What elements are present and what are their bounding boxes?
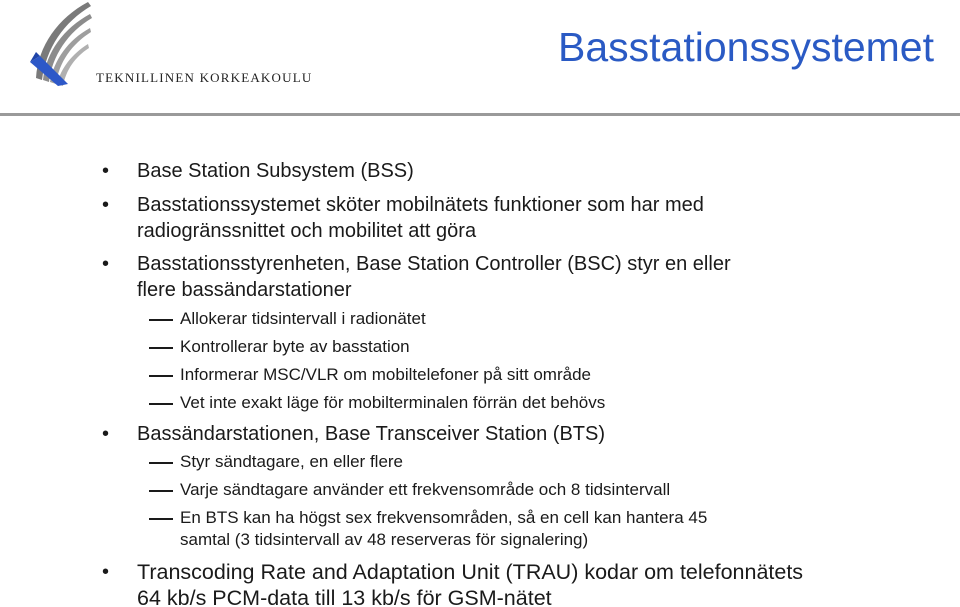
university-logo-icon	[28, 0, 100, 88]
dash-icon	[149, 490, 173, 492]
bullet-text-line: Transcoding Rate and Adaptation Unit (TRAU) kodar om telefonnätets	[137, 560, 804, 584]
bullet-text-line: Basstationsstyrenheten, Base Station Controller (BSC) styr en eller	[137, 253, 731, 275]
sub-bullet-text: Varje sändtagare använder ett frekvensområde och 8 tidsintervall	[180, 480, 671, 499]
sub-bullet-item	[180, 392, 605, 414]
bullet-item	[102, 158, 414, 184]
organization-name: TEKNILLINEN KORKEAKOULU	[96, 70, 313, 85]
bullet-dot-icon: •	[102, 253, 110, 275]
sub-bullet-text: Allokerar tidsintervall i radionätet	[180, 309, 426, 328]
bullet-dot-icon: •	[102, 194, 110, 216]
sub-bullet-item	[180, 479, 670, 501]
sub-bullet-text: Styr sändtagare, en eller flere	[180, 452, 404, 471]
bullet-text-line: Basstationssystemet sköter mobilnätets funktioner som har med	[137, 194, 704, 216]
sub-bullet-item	[180, 308, 426, 330]
sub-bullet-item	[180, 364, 591, 386]
dash-icon	[149, 375, 173, 377]
bullet-text-line: radiogränssnittet och mobilitet att göra	[137, 220, 477, 242]
sub-bullet-text: Kontrollerar byte av basstation	[180, 337, 410, 356]
bullet-text-line: Bassändarstationen, Base Transceiver Station (BTS)	[137, 423, 606, 445]
sub-bullet-item	[180, 507, 707, 551]
dash-icon	[149, 347, 173, 349]
sub-bullet-item	[180, 336, 410, 358]
dash-icon	[149, 462, 173, 464]
bullet-dot-icon: •	[102, 561, 110, 583]
sub-bullet-text: samtal (3 tidsintervall av 48 reserveras för signalering)	[180, 530, 589, 549]
bullet-dot-icon: •	[102, 160, 110, 182]
bullet-item	[102, 559, 804, 607]
dash-icon	[149, 403, 173, 405]
sub-bullet-text: Informerar MSC/VLR om mobiltelefoner på sitt område	[180, 365, 591, 384]
sub-bullet-text: En BTS kan ha högst sex frekvensområden, så en cell kan hantera 45	[180, 508, 708, 527]
bullet-text-line: Base Station Subsystem (BSS)	[137, 160, 414, 182]
sub-bullet-item	[180, 451, 403, 473]
slide-title: Basstationssystemet	[558, 24, 934, 70]
bullet-text-line: 64 kb/s PCM-data till 13 kb/s för GSM-nätet	[137, 586, 552, 607]
bullet-dot-icon: •	[102, 423, 110, 445]
bullet-item	[102, 421, 606, 447]
dash-icon	[149, 518, 173, 520]
bullet-text-line: flere bassändarstationer	[137, 279, 352, 301]
bullet-item	[102, 192, 704, 244]
bullet-item	[102, 251, 731, 303]
header-divider	[0, 113, 960, 116]
dash-icon	[149, 319, 173, 321]
sub-bullet-text: Vet inte exakt läge för mobilterminalen förrän det behövs	[180, 393, 606, 412]
